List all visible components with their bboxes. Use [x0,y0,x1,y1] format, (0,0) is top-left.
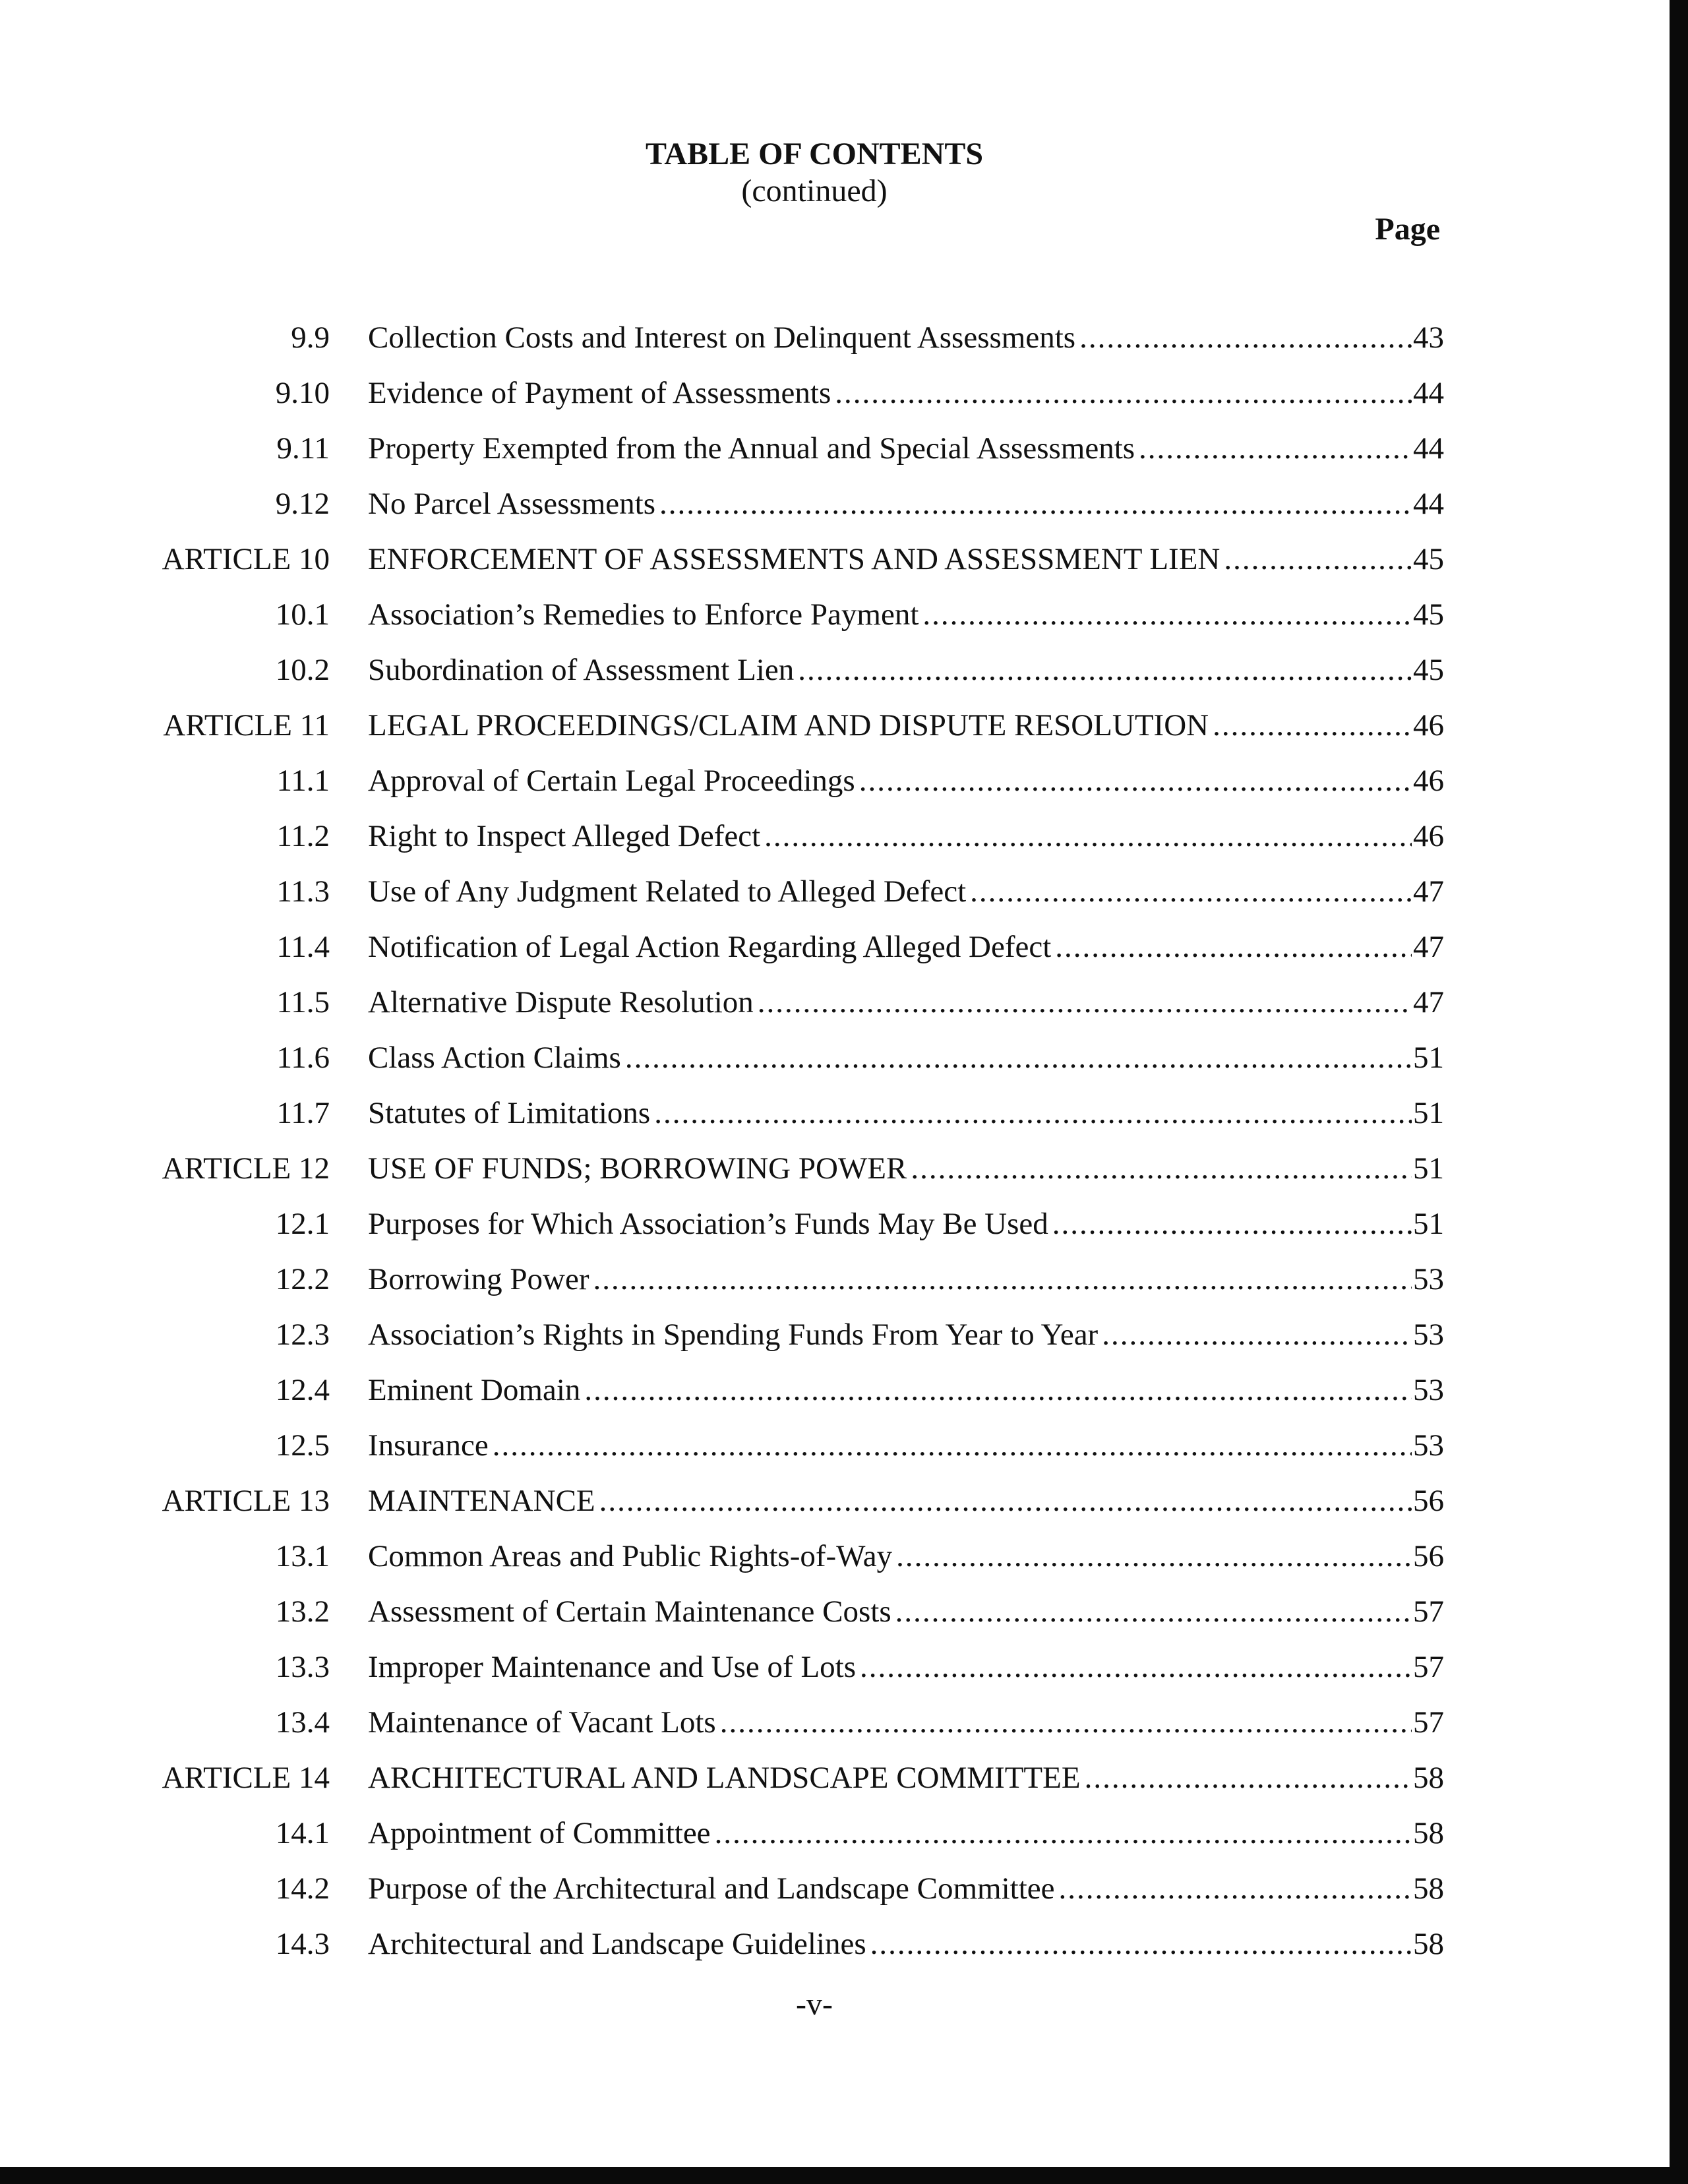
toc-entry-number: 9.9 [291,320,330,355]
toc-entry-page: 58 [1413,1761,1444,1795]
toc-entry-line [368,476,1444,531]
toc-entry-title: Borrowing Power [368,1262,589,1296]
toc-entry-line [368,1362,1444,1418]
toc-entry-line [368,864,1444,919]
toc-entry-number: 13.4 [275,1705,330,1740]
toc-entry-title: Purpose of the Architectural and Landscape Committee [368,1871,1055,1906]
toc-entry-title: ARCHITECTURAL AND LANDSCAPE COMMITTEE [368,1761,1081,1795]
toc-entry-title: Statutes of Limitations [368,1096,651,1130]
toc-entry-title: No Parcel Assessments [368,487,656,521]
toc-entry-number: ARTICLE 13 [162,1484,330,1518]
toc-entry-title: Property Exempted from the Annual and Special Assessments [368,431,1135,466]
toc-entry[interactable] [0,1030,1688,1085]
toc-entry[interactable] [0,808,1688,864]
dot-leader [859,753,1412,808]
toc-entry-number: 10.2 [275,653,330,687]
toc-entry[interactable] [0,975,1688,1030]
toc-entry-page: 47 [1413,930,1444,964]
dot-leader [1059,1861,1412,1916]
toc-entry-number: 9.10 [275,376,330,410]
dot-leader [1079,310,1412,365]
toc-entry-line [368,1418,1444,1473]
toc-entry[interactable] [0,1916,1688,1972]
toc-entry-line [368,1141,1444,1196]
toc-entry-line [368,1916,1444,1972]
toc-entry-page: 58 [1413,1816,1444,1850]
toc-entry-title: Appointment of Committee [368,1816,711,1850]
toc-entry-number: 10.1 [275,597,330,632]
toc-entry[interactable] [0,1529,1688,1584]
dot-leader [599,1473,1412,1529]
toc-entry-page: 46 [1413,708,1444,743]
toc-entry-number: 14.2 [275,1871,330,1906]
toc-entry[interactable] [0,919,1688,975]
dot-leader [911,1141,1412,1196]
toc-entry[interactable] [0,587,1688,642]
toc-entry[interactable] [0,1252,1688,1307]
toc-entry-number: 12.2 [275,1262,330,1296]
toc-entry-line [368,753,1444,808]
dot-leader [584,1362,1412,1418]
dot-leader [896,1529,1412,1584]
toc-entry-title: Evidence of Payment of Assessments [368,376,831,410]
toc-entry-page: 56 [1413,1539,1444,1573]
toc-entry-title: Class Action Claims [368,1041,621,1075]
toc-entry-page: 45 [1413,597,1444,632]
toc-entry-title: Association’s Rights in Spending Funds From Year to Year [368,1318,1099,1352]
toc-entry-title: Assessment of Certain Maintenance Costs [368,1594,891,1629]
toc-entry[interactable] [0,1362,1688,1418]
toc-entry[interactable] [0,365,1688,421]
toc-entry-page: 44 [1413,376,1444,410]
dot-leader [970,864,1412,919]
toc-entry-line [368,1584,1444,1639]
toc-entry[interactable] [0,1085,1688,1141]
toc-entry-line [368,1695,1444,1750]
toc-entry-number: 11.5 [276,985,330,1019]
footer-page-number: -v- [796,1987,833,2022]
toc-entry-title: Eminent Domain [368,1373,581,1407]
toc-entry[interactable] [0,642,1688,698]
toc-entry-page: 53 [1413,1428,1444,1463]
toc-entry-number: ARTICLE 11 [163,708,330,743]
toc-entry-title: Insurance [368,1428,489,1463]
toc-entry-line [368,310,1444,365]
dot-leader [593,1252,1412,1307]
dot-leader [758,975,1412,1030]
toc-entry-number: 9.11 [276,431,330,466]
scan-edge-bottom [0,2167,1688,2184]
toc-entry-line [368,421,1444,476]
page-column-label: Page [1375,212,1440,247]
dot-leader [798,642,1412,698]
dot-leader [764,808,1412,864]
toc-entry-page: 57 [1413,1594,1444,1629]
toc-entry-number: 12.4 [275,1373,330,1407]
toc-entry[interactable] [0,753,1688,808]
toc-entry-page: 53 [1413,1318,1444,1352]
toc-entry-title: USE OF FUNDS; BORROWING POWER [368,1151,907,1186]
toc-entry-line [368,975,1444,1030]
toc-entry-line [368,1252,1444,1307]
toc-entry-page: 46 [1413,764,1444,798]
toc-entry-number: 14.1 [275,1816,330,1850]
toc-entry-number: 12.1 [275,1207,330,1241]
dot-leader [1213,698,1412,753]
dot-leader [1052,1196,1412,1252]
dot-leader [720,1695,1412,1750]
toc-entry[interactable] [0,1584,1688,1639]
dot-leader [654,1085,1412,1141]
toc-entry-page: 43 [1413,320,1444,355]
page-subtitle: (continued) [741,173,888,208]
toc-entry-line [368,919,1444,975]
toc-entry-title: ENFORCEMENT OF ASSESSMENTS AND ASSESSMENT LIEN [368,542,1221,576]
toc-entry-line [368,1861,1444,1916]
toc-entry-number: 13.1 [275,1539,330,1573]
toc-entry[interactable] [0,1861,1688,1916]
toc-entry-number: 12.5 [275,1428,330,1463]
dot-leader [860,1639,1412,1695]
toc-entry-line [368,587,1444,642]
toc-entry-line [368,1030,1444,1085]
toc-entry[interactable] [0,1695,1688,1750]
toc-entry-title: Improper Maintenance and Use of Lots [368,1650,856,1684]
toc-entry[interactable] [0,864,1688,919]
toc-entry-number: 11.1 [276,764,330,798]
toc-entry-page: 57 [1413,1705,1444,1740]
toc-entry-title: Alternative Dispute Resolution [368,985,754,1019]
toc-entry[interactable] [0,1307,1688,1362]
toc-entry[interactable] [0,1418,1688,1473]
toc-entry-page: 45 [1413,653,1444,687]
dot-leader [835,365,1412,421]
toc-entry-number: 12.3 [275,1318,330,1352]
toc-entry[interactable] [0,476,1688,531]
dot-leader [659,476,1412,531]
toc-entry[interactable] [0,421,1688,476]
dot-leader [1085,1750,1412,1805]
toc-entry-number: ARTICLE 12 [162,1151,330,1186]
toc-entry[interactable] [0,1196,1688,1252]
toc-entry-number: 9.12 [275,487,330,521]
toc-entry-page: 47 [1413,985,1444,1019]
toc-entry-line [368,642,1444,698]
dot-leader [870,1916,1412,1972]
toc-entry-title: Notification of Legal Action Regarding Alleged Defect [368,930,1052,964]
toc-entry-page: 56 [1413,1484,1444,1518]
toc-entry-line [368,1196,1444,1252]
dot-leader [895,1584,1412,1639]
toc-entry-title: MAINTENANCE [368,1484,595,1518]
toc-entry[interactable] [0,1473,1688,1529]
dot-leader [922,587,1412,642]
toc-entry-line [368,1805,1444,1861]
toc-entry[interactable] [0,1141,1688,1196]
toc-entry-title: Use of Any Judgment Related to Alleged Defect [368,874,967,909]
dot-leader [625,1030,1412,1085]
toc-entry-page: 58 [1413,1927,1444,1961]
toc-entry[interactable] [0,310,1688,365]
toc-entry-page: 53 [1413,1373,1444,1407]
toc-entry-page: 47 [1413,874,1444,909]
toc-entry-title: Right to Inspect Alleged Defect [368,819,761,853]
toc-entry-number: 11.6 [276,1041,330,1075]
toc-entry-line [368,1529,1444,1584]
dot-leader [1055,919,1412,975]
toc-entry-line [368,1639,1444,1695]
toc-entry[interactable] [0,698,1688,753]
toc-entry-number: ARTICLE 10 [162,542,330,576]
toc-entry-number: 11.7 [276,1096,330,1130]
page-title: TABLE OF CONTENTS [645,136,984,171]
toc-entry-title: Common Areas and Public Rights-of-Way [368,1539,893,1573]
dot-leader [715,1805,1412,1861]
toc-entry-page: 51 [1413,1096,1444,1130]
toc-entry-page: 44 [1413,487,1444,521]
toc-entry-line [368,1750,1444,1805]
toc-entry-line [368,1085,1444,1141]
toc-entry-page: 51 [1413,1151,1444,1186]
toc-entry-page: 45 [1413,542,1444,576]
toc-entry-title: Subordination of Assessment Lien [368,653,795,687]
toc-entry-title: Purposes for Which Association’s Funds May Be Used [368,1207,1048,1241]
toc-entry-title: LEGAL PROCEEDINGS/CLAIM AND DISPUTE RESOLUTION [368,708,1209,743]
toc-entry-number: 13.2 [275,1594,330,1629]
toc-entry-number: 11.2 [276,819,330,853]
toc-entry-line [368,698,1444,753]
toc-entry[interactable] [0,1805,1688,1861]
dot-leader [1139,421,1412,476]
toc-entry-number: 11.3 [276,874,330,909]
dot-leader [1224,531,1412,587]
toc-entry-title: Approval of Certain Legal Proceedings [368,764,855,798]
dot-leader [1102,1307,1412,1362]
toc-entry-page: 51 [1413,1041,1444,1075]
toc-entry-number: ARTICLE 14 [162,1761,330,1795]
toc-entry-title: Association’s Remedies to Enforce Payment [368,597,919,632]
toc-entry[interactable] [0,1750,1688,1805]
toc-entry-title: Architectural and Landscape Guidelines [368,1927,866,1961]
toc-entry-page: 53 [1413,1262,1444,1296]
toc-entry-title: Maintenance of Vacant Lots [368,1705,716,1740]
toc-entry-title: Collection Costs and Interest on Delinquent Assessments [368,320,1076,355]
toc-entry-line [368,1307,1444,1362]
toc-entry-number: 13.3 [275,1650,330,1684]
toc-entry-page: 57 [1413,1650,1444,1684]
toc-entry-line [368,1473,1444,1529]
toc-entry-page: 51 [1413,1207,1444,1241]
toc-entry[interactable] [0,531,1688,587]
dot-leader [493,1418,1412,1473]
toc-entry[interactable] [0,1639,1688,1695]
toc-entry-number: 14.3 [275,1927,330,1961]
toc-entry-page: 46 [1413,819,1444,853]
toc-entry-page: 44 [1413,431,1444,466]
toc-entry-line [368,365,1444,421]
toc-entry-number: 11.4 [276,930,330,964]
toc-entry-page: 58 [1413,1871,1444,1906]
toc-entry-line [368,808,1444,864]
toc-entry-line [368,531,1444,587]
